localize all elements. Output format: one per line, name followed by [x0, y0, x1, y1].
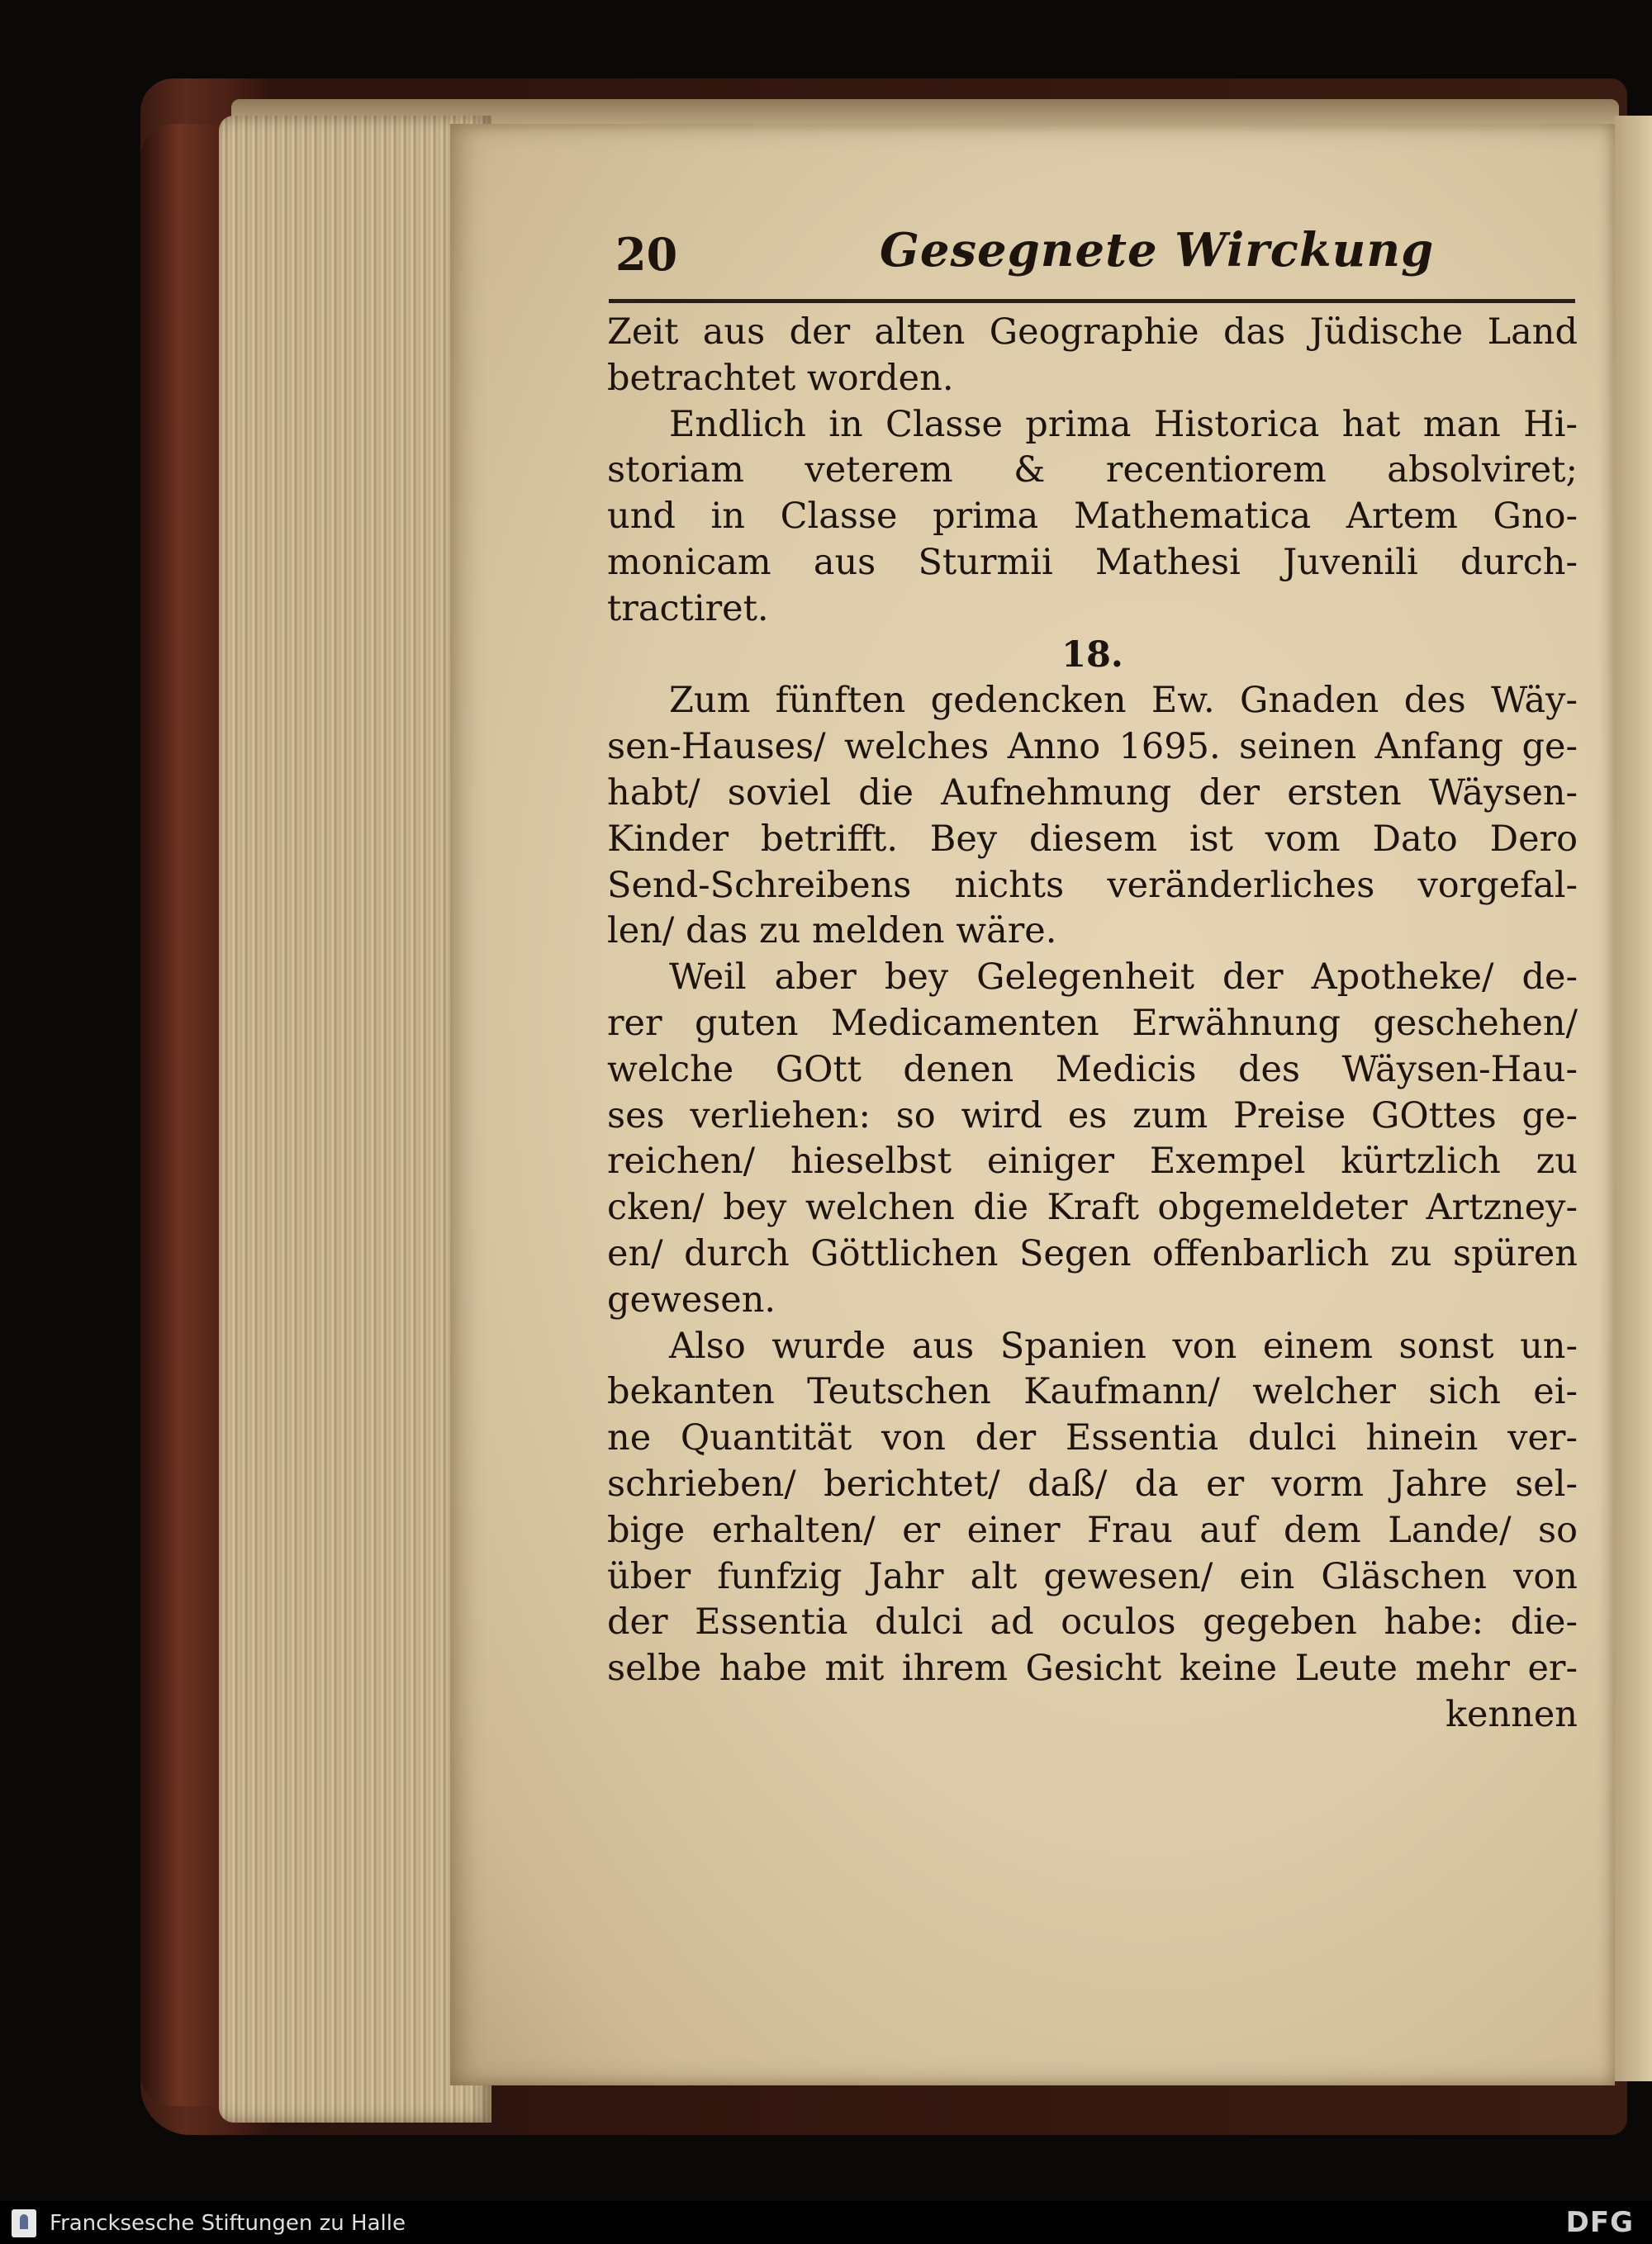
- text-line: habt/ soviel die Aufnehmung der ersten Wäysen-: [607, 771, 1578, 814]
- viewer-footer: [0, 2201, 1652, 2244]
- text-line: welche GOtt denen Medicis des Wäysen-Hau-: [607, 1048, 1578, 1090]
- text-line: schrieben/ berichtet/ daß/ da er vorm Jahre sel-: [607, 1463, 1578, 1505]
- text-line: bige erhalten/ er einer Frau auf dem Lande/ so: [607, 1509, 1578, 1551]
- page-text: [607, 223, 1582, 1735]
- page-header: [615, 223, 1582, 297]
- body-text: [607, 310, 1578, 1739]
- header-rule: [609, 299, 1575, 303]
- text-line: gewesen.: [607, 1279, 776, 1321]
- dfg-logo: DFG: [1565, 2206, 1634, 2239]
- text-line: rer guten Medicamenten Erwähnung geschehen/: [607, 1002, 1578, 1044]
- section-number: 18.: [1061, 633, 1123, 676]
- text-line: selbe habe mit ihrem Gesicht keine Leute mehr er-: [607, 1648, 1578, 1690]
- text-line: und in Classe prima Mathematica Artem Gno-: [607, 496, 1578, 538]
- text-line: tractiret.: [607, 587, 769, 629]
- text-line: bekanten Teutschen Kaufmann/ welcher sich ei-: [607, 1371, 1578, 1413]
- text-line: monicam aus Sturmii Mathesi Juvenili durch-: [607, 541, 1578, 583]
- text-line: len/ das zu melden wäre.: [607, 910, 1057, 952]
- text-line: Kinder betrifft. Bey diesem ist vom Dato Dero: [607, 818, 1578, 860]
- text-line: Zum fünften gedencken Ew. Gnaden des Wäy-: [669, 680, 1578, 722]
- facing-page-edge: [1615, 116, 1652, 2081]
- text-line: cken/ bey welchen die Kraft obgemeldeter Artzney-: [607, 1187, 1578, 1229]
- text-line: Also wurde aus Spanien von einem sonst un-: [669, 1325, 1578, 1367]
- text-line: en/ durch Göttlichen Segen offenbarlich zu spüren: [607, 1232, 1578, 1274]
- footer-institution-label: Francksesche Stiftungen zu Halle: [50, 2211, 406, 2236]
- text-line: ne Quantität von der Essentia dulci hinein ver-: [607, 1417, 1578, 1459]
- text-line: Weil aber bey Gelegenheit der Apotheke/ de-: [669, 956, 1578, 999]
- text-line: betrachtet worden.: [607, 357, 954, 399]
- text-line: sen-Hauses/ welches Anno 1695. seinen Anfang ge-: [607, 726, 1578, 768]
- text-line: über funfzig Jahr alt gewesen/ ein Gläschen von: [607, 1555, 1578, 1597]
- text-line: der Essentia dulci ad oculos gegeben habe: die-: [607, 1601, 1578, 1644]
- text-line: reichen/ hieselbst einiger Exempel kürtzlich zu: [607, 1141, 1578, 1183]
- text-line: Zeit aus der alten Geographie das Jüdische Land: [607, 311, 1578, 353]
- institution-logo-icon: [12, 2209, 36, 2237]
- page-number: 20: [615, 228, 678, 281]
- text-line: Endlich in Classe prima Historica hat man Hi-: [669, 403, 1578, 445]
- text-line: ses verliehen: so wird es zum Preise GOttes ge-: [607, 1094, 1578, 1136]
- running-head: Gesegnete Wirckung: [880, 223, 1435, 278]
- text-line: storiam veterem & recentiorem absolviret;: [607, 449, 1578, 491]
- text-line: Send-Schreibens nichts veränderliches vorgefal-: [607, 864, 1578, 906]
- catchword: kennen: [1445, 1693, 1578, 1735]
